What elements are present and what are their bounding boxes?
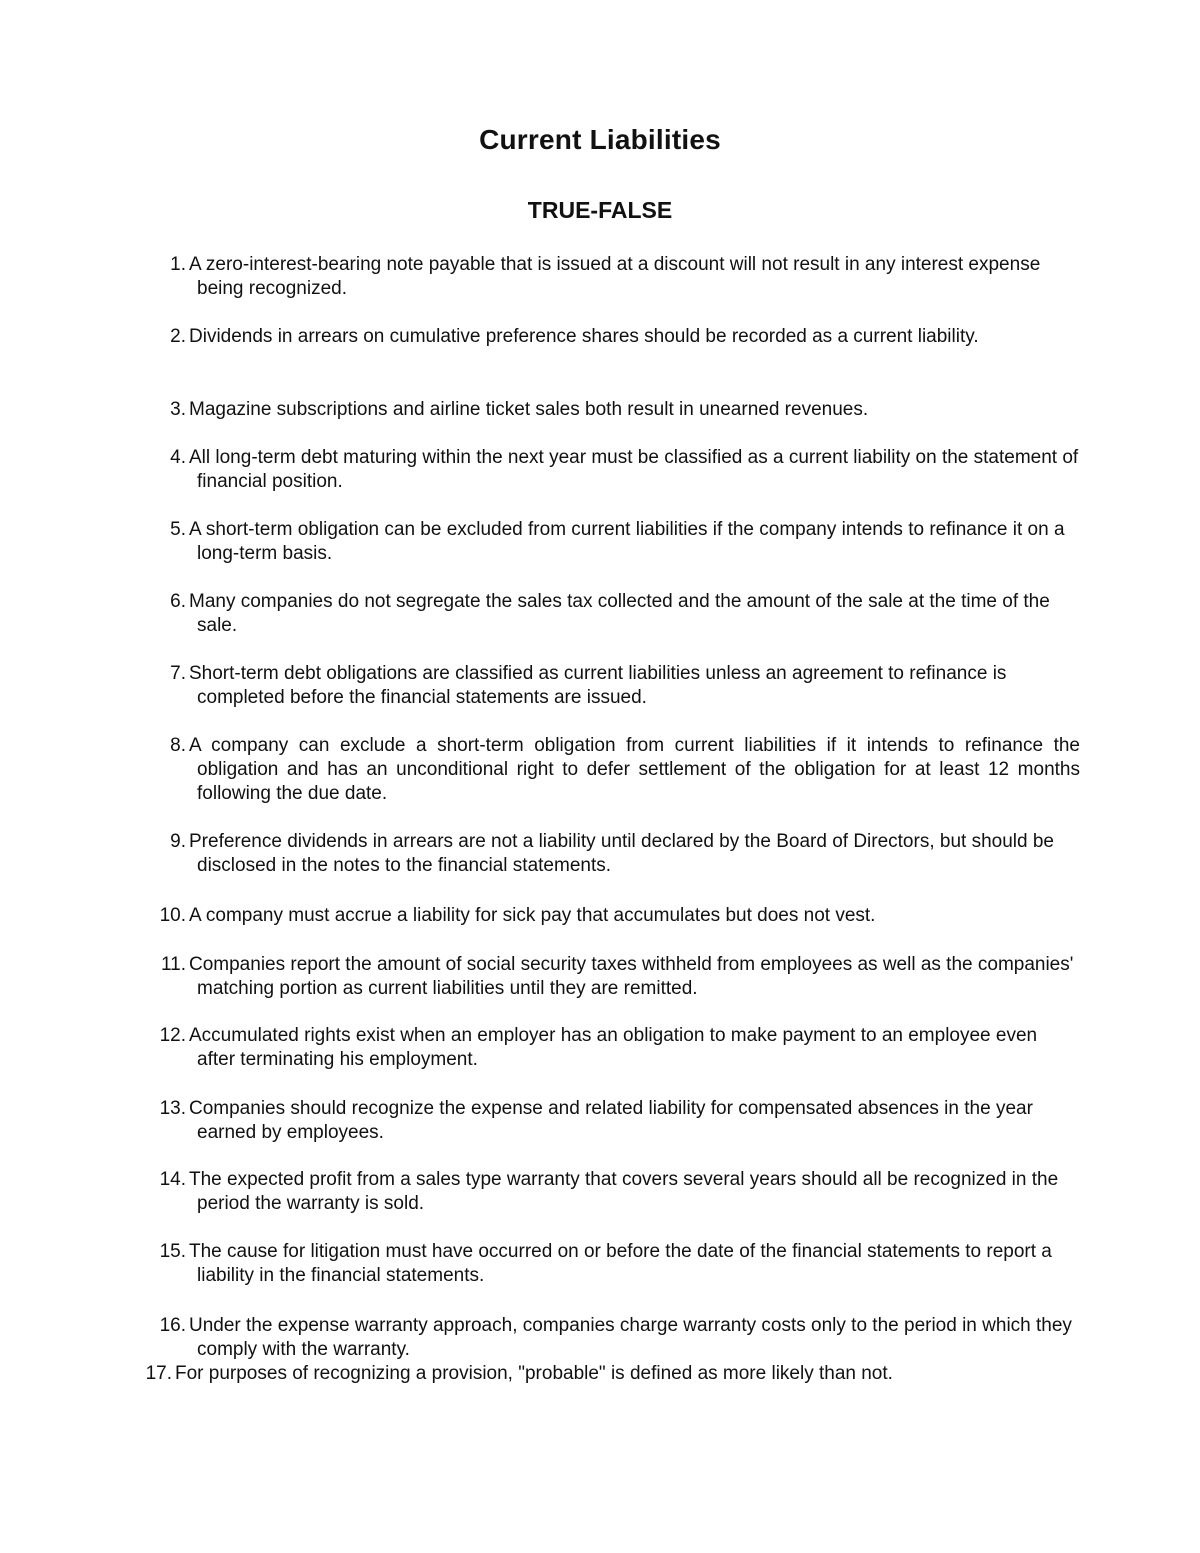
question-item bbox=[150, 662, 1080, 710]
question-item bbox=[150, 904, 1080, 928]
question-text: All long-term debt maturing within the next year must be classified as a current liability on the statement of financial position. bbox=[189, 447, 1079, 492]
question-number: 13. bbox=[159, 1098, 186, 1119]
question-number: 11. bbox=[160, 954, 186, 975]
question-number: 9. bbox=[170, 831, 186, 852]
question-item bbox=[150, 1314, 1080, 1362]
question-item bbox=[150, 1024, 1080, 1072]
section-heading: TRUE-FALSE bbox=[527, 197, 673, 223]
question-item bbox=[150, 1097, 1080, 1145]
question-number: 12. bbox=[159, 1025, 186, 1046]
question-text: A company can exclude a short-term obligation from current liabilities if it intends to refinance the obligation and has an unconditional right to defer settlement of the obligation for at least 12 months following the due date. bbox=[189, 735, 1080, 804]
question-item bbox=[150, 734, 1080, 806]
question-number: 10. bbox=[159, 905, 186, 926]
question-number: 14. bbox=[159, 1169, 186, 1190]
question-number: 1. bbox=[170, 254, 186, 275]
question-text: Magazine subscriptions and airline ticket sales both result in unearned revenues. bbox=[189, 399, 869, 420]
question-item bbox=[150, 1240, 1080, 1288]
question-text: Companies report the amount of social security taxes withheld from employees as well as the companies' matching portion as current liabilities until they are remitted. bbox=[189, 954, 1074, 999]
question-number: 15. bbox=[159, 1241, 186, 1262]
question-number: 4. bbox=[170, 447, 186, 468]
question-text: Many companies do not segregate the sales tax collected and the amount of the sale at the time of the sale. bbox=[189, 591, 1050, 636]
question-text: Short-term debt obligations are classified as current liabilities unless an agreement to refinance is completed before the financial statements are issued. bbox=[189, 663, 1007, 708]
question-number: 6. bbox=[170, 591, 186, 612]
question-number: 5. bbox=[170, 519, 186, 540]
question-text: The expected profit from a sales type warranty that covers several years should all be recognized in the period the warranty is sold. bbox=[189, 1169, 1059, 1214]
question-number: 16. bbox=[159, 1315, 186, 1336]
question-number: 8. bbox=[170, 735, 186, 756]
question-item bbox=[150, 518, 1080, 566]
question-text: Preference dividends in arrears are not a liability until declared by the Board of Directors, but should be disclosed in the notes to the financial statements. bbox=[189, 831, 1054, 876]
question-text: A zero-interest-bearing note payable that is issued at a discount will not result in any interest expense being recognized. bbox=[189, 254, 1041, 299]
question-text: The cause for litigation must have occurred on or before the date of the financial statements to report a liability in the financial statements. bbox=[189, 1241, 1052, 1286]
question-item bbox=[150, 590, 1080, 638]
question-number: 17. bbox=[145, 1363, 172, 1384]
question-number: 7. bbox=[170, 663, 186, 684]
question-item bbox=[136, 1362, 1066, 1386]
question-text: Dividends in arrears on cumulative preference shares should be recorded as a current liability. bbox=[189, 326, 979, 347]
question-item bbox=[150, 1168, 1080, 1216]
page-title: Current Liabilities bbox=[479, 124, 721, 155]
question-text: Companies should recognize the expense and related liability for compensated absences in the year earned by employees. bbox=[189, 1098, 1033, 1143]
question-text: Under the expense warranty approach, companies charge warranty costs only to the period in which they comply with the warranty. bbox=[189, 1315, 1072, 1360]
question-text: For purposes of recognizing a provision, "probable" is defined as more likely than not. bbox=[175, 1363, 893, 1384]
question-item bbox=[150, 446, 1080, 494]
question-item bbox=[150, 398, 1080, 422]
question-text: Accumulated rights exist when an employer has an obligation to make payment to an employee even after terminating his employment. bbox=[189, 1025, 1038, 1070]
question-text: A short-term obligation can be excluded from current liabilities if the company intends to refinance it on a long-term basis. bbox=[189, 519, 1065, 564]
question-item bbox=[150, 325, 1080, 349]
question-item bbox=[150, 830, 1080, 878]
question-text: A company must accrue a liability for sick pay that accumulates but does not vest. bbox=[189, 905, 876, 926]
question-number: 3. bbox=[170, 399, 186, 420]
question-number: 2. bbox=[170, 326, 186, 347]
question-item bbox=[150, 253, 1080, 301]
question-item bbox=[150, 953, 1080, 1001]
